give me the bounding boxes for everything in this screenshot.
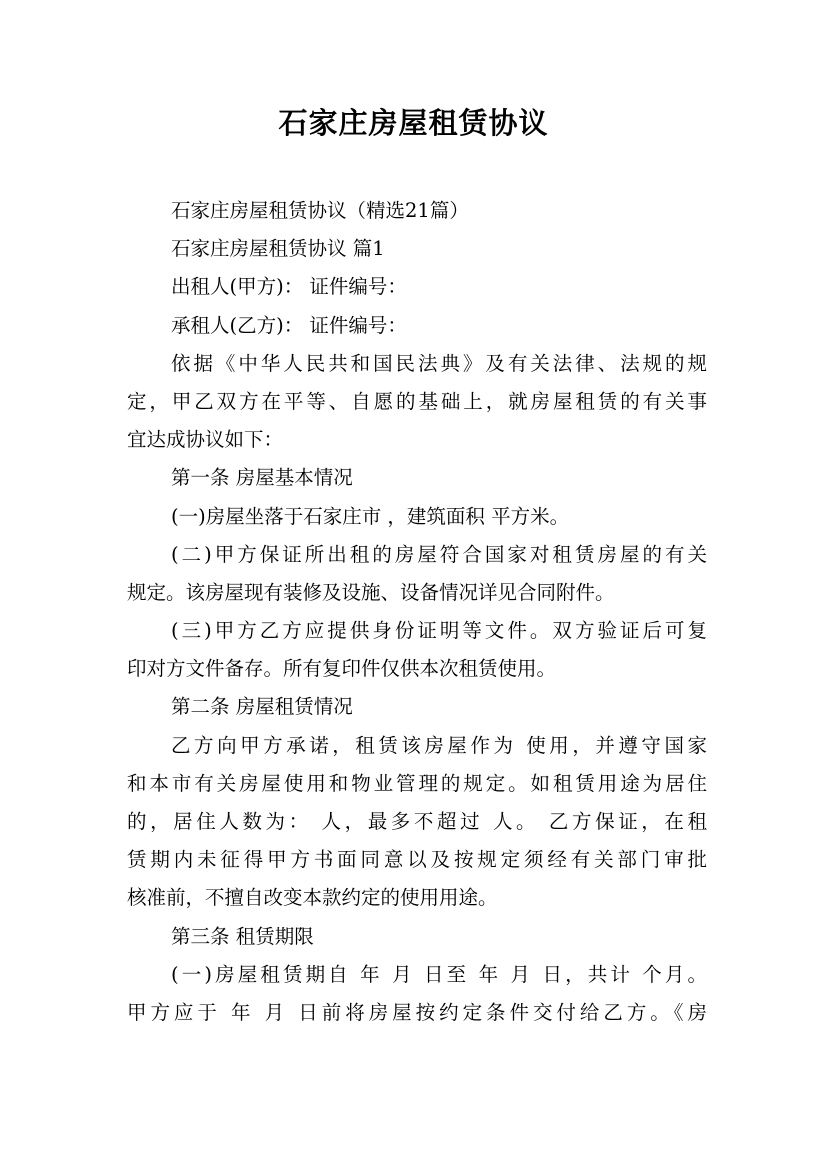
text-line: 的，居住人数为： 人，最多不超过 人。 乙方保证，在租 bbox=[127, 810, 707, 833]
text-line: 定，甲乙双方在平等、自愿的基础上，就房屋租赁的有关事 bbox=[127, 389, 707, 413]
text-line: 赁期内未征得甲方书面同意以及按规定须经有关部门审批 bbox=[127, 848, 707, 872]
text-line: (一)房屋租赁期自 年 月 日至 年 月 日，共计 个月。 bbox=[171, 962, 707, 986]
text-line: (二)甲方保证所出租的房屋符合国家对租赁房屋的有关 bbox=[171, 542, 707, 566]
text-line: 规定。该房屋现有装修及设施、设备情况详见合同附件。 bbox=[127, 580, 615, 604]
document-body bbox=[127, 192, 707, 1032]
text-line: (三)甲方乙方应提供身份证明等文件。双方验证后可复 bbox=[171, 619, 707, 643]
text-line: 乙方向甲方承诺，租赁该房屋作为 使用，并遵守国家 bbox=[171, 733, 707, 757]
text-line: 甲方应于 年 月 日前将房屋按约定条件交付给乙方。《房 bbox=[127, 1000, 707, 1024]
text-line: 第一条 房屋基本情况 bbox=[171, 466, 353, 490]
text-line: 和本市有关房屋使用和物业管理的规定。如租赁用途为居住 bbox=[127, 771, 707, 795]
text-line: 出租人(甲方)： 证件编号： bbox=[171, 275, 407, 299]
text-line: 核准前，不擅自改变本款约定的使用用途。 bbox=[127, 886, 498, 910]
text-line: 宜达成协议如下： bbox=[127, 428, 284, 452]
text-line: 承租人(乙方)： 证件编号： bbox=[171, 313, 407, 337]
text-line: 第三条 租赁期限 bbox=[171, 924, 314, 948]
text-line: 第二条 房屋租赁情况 bbox=[171, 695, 353, 719]
document-title: 石家庄房屋租赁协议 bbox=[278, 106, 549, 140]
text-line: 石家庄房屋租赁协议（精选21篇） bbox=[171, 199, 469, 222]
text-line: 石家庄房屋租赁协议 篇1 bbox=[171, 237, 385, 261]
text-line: 依据《中华人民共和国民法典》及有关法律、法规的规 bbox=[171, 351, 707, 375]
text-line: (一)房屋坐落于石家庄市 ，建筑面积 平方米。 bbox=[171, 504, 570, 528]
text-line: 印对方文件备存。所有复印件仅供本次租赁使用。 bbox=[127, 657, 557, 681]
